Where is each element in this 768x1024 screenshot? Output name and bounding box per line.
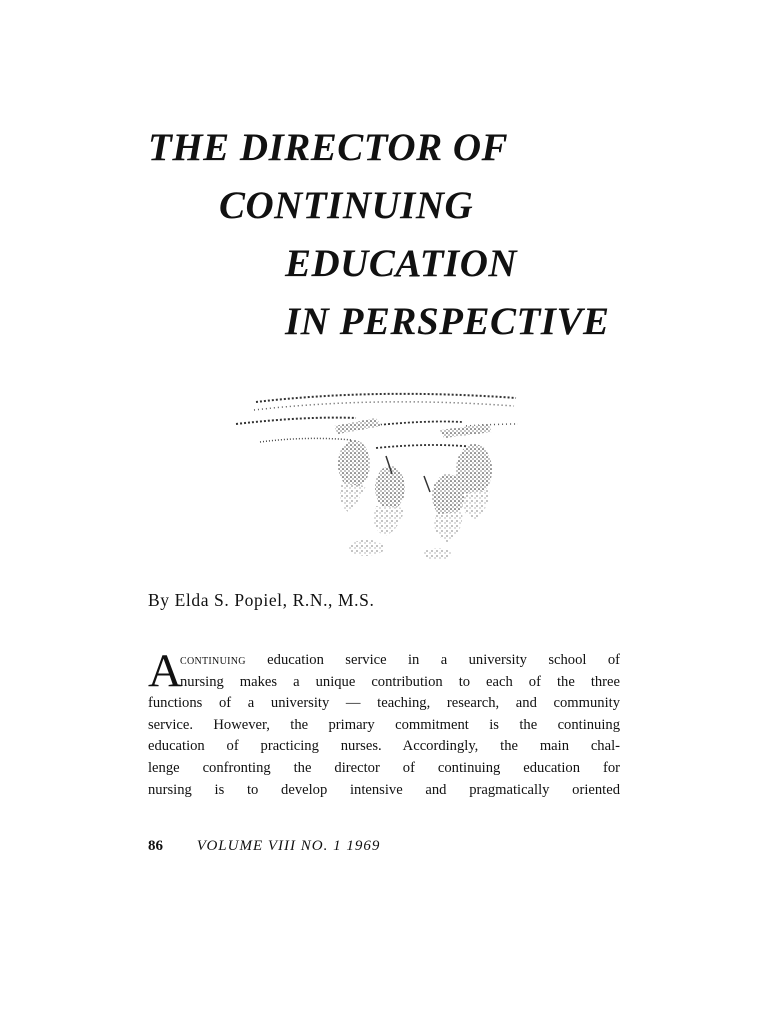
body-line-1-rest: education service in a university school of: [245, 652, 620, 668]
title-line-4: IN PERSPECTIVE: [285, 300, 610, 343]
body-line-4: service. However, the primary commitment is the continuing: [148, 716, 620, 733]
body-line-6: lenge confronting the director of continuing education for: [148, 759, 620, 776]
body-line-7: nursing is to develop intensive and pragmatically oriented: [148, 781, 620, 798]
page-number: 86: [148, 838, 163, 854]
page-footer: [148, 838, 380, 855]
journal-issue: VOLUME VIII NO. 1 1969: [196, 838, 381, 854]
body-line-2: nursing makes a unique contribution to each of the three: [180, 673, 620, 690]
article-body: [148, 645, 620, 801]
body-line-1: [148, 650, 620, 672]
author-byline: By Elda S. Popiel, R.N., M.S.: [148, 590, 375, 610]
title-line-3: EDUCATION: [285, 242, 518, 285]
graduates-stipple-illustration: [226, 384, 522, 560]
lead-smallcaps: continuing: [180, 652, 246, 668]
body-line-5: education of practicing nurses. Accordingly, the main chal-: [148, 738, 620, 755]
title-line-2: CONTINUING: [219, 184, 474, 227]
body-line-3: functions of a university — teaching, research, and community: [148, 695, 620, 712]
title-line-1: THE DIRECTOR OF: [148, 126, 509, 169]
drop-cap: A: [148, 645, 182, 697]
